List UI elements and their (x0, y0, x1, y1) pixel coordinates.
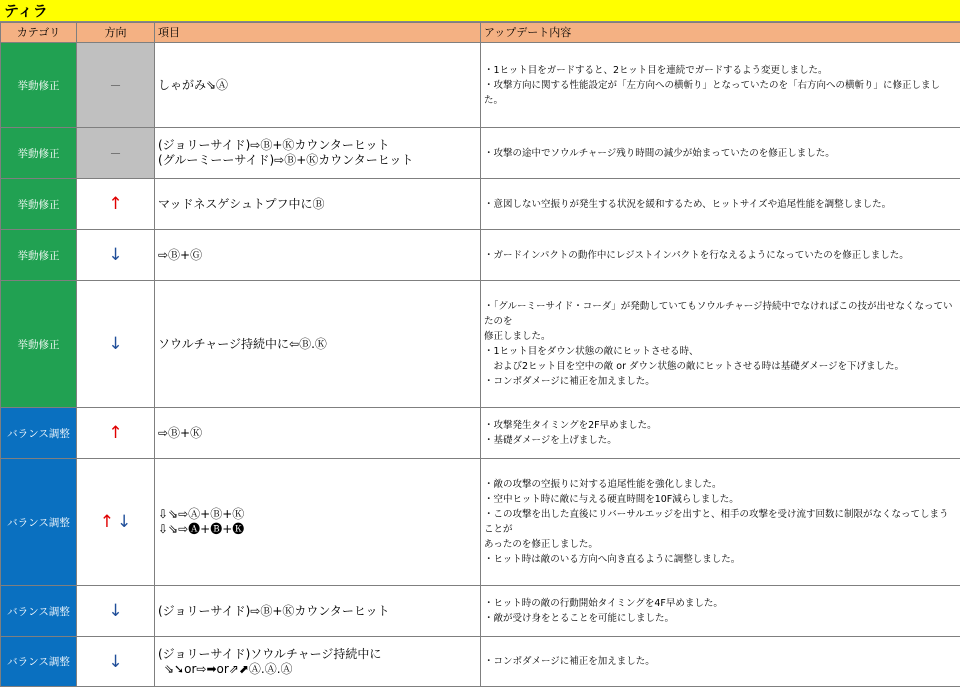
update-cell (481, 43, 960, 128)
down-arrow-icon: ↓ (108, 601, 123, 621)
down-arrow-icon: ↓ (108, 334, 123, 354)
item-cell (155, 586, 481, 637)
item-line: ⇨Ⓑ+Ⓖ (158, 247, 203, 262)
table-row (1, 179, 960, 230)
update-line: ・この攻撃を出した直後にリバーサルエッジを出すと、相手の攻撃を受け流す回数に制限がなくなってしまうことが (484, 509, 949, 535)
table-row (1, 586, 960, 637)
table-row (1, 459, 960, 586)
update-line: ・1ヒット目をガードすると、2ヒット目を連続でガードするよう変更しました。 (484, 64, 828, 76)
update-line: ・1ヒット目をダウン状態の敵にヒットさせる時、 (484, 346, 699, 357)
update-cell (481, 586, 960, 637)
table-row (1, 281, 960, 408)
item-line: ソウルチャージ持続中に⇦Ⓑ.Ⓚ (158, 336, 327, 351)
up-arrow-icon: ↑ (99, 512, 114, 532)
direction-arrows (108, 334, 122, 354)
update-line: ・「グルーミーサイド・コーダ」が発動していてもソウルチャージ持続中でなければこの技が出せなくなっていたのを (484, 301, 953, 327)
update-cell (481, 637, 960, 687)
update-cell (481, 281, 960, 408)
update-line: ・攻撃方向に関する性能設定が「左方向への横斬り」となっていたのを「右方向への横斬り」に修正しました。 (484, 79, 941, 106)
title-bar (0, 0, 960, 22)
update-line: ・空中ヒット時に敵に与える硬直時間を10F減らしました。 (484, 494, 739, 505)
direction-cell (77, 281, 155, 408)
direction-cell (77, 179, 155, 230)
item-cell (155, 43, 481, 128)
category-cell: バランス調整 (1, 459, 77, 586)
header-row (1, 23, 960, 43)
item-line: マッドネスゲシュトプフ中にⒷ (158, 196, 325, 211)
direction-cell (77, 230, 155, 281)
header-item: 項目 (155, 23, 481, 43)
header-update: アップデート内容 (481, 23, 960, 43)
item-line: (ジョリーサイド)⇨Ⓑ+Ⓚカウンターヒット (158, 603, 390, 618)
update-line: ・敵が受け身をとることを可能にしました。 (484, 613, 675, 624)
update-line: あったのを修正しました。 (484, 539, 598, 550)
category-cell: 挙動修正 (1, 281, 77, 408)
item-cell (155, 179, 481, 230)
item-line: しゃがみ⇘Ⓐ (158, 77, 229, 92)
update-cell (481, 230, 960, 281)
category-cell: 挙動修正 (1, 230, 77, 281)
item-cell (155, 281, 481, 408)
dash-icon: － (109, 146, 122, 161)
category-cell: 挙動修正 (1, 179, 77, 230)
update-line: ・コンボダメージに補正を加えました。 (484, 376, 655, 387)
item-cell (155, 459, 481, 586)
direction-arrows (108, 652, 122, 672)
update-cell (481, 408, 960, 459)
item-line: (ジョリーサイド)⇨Ⓑ+Ⓚカウンターヒット (158, 138, 390, 152)
update-line: ・コンボダメージに補正を加えました。 (484, 656, 655, 667)
update-line: ・意図しない空振りが発生する状況を緩和するため、ヒットサイズや追尾性能を調整しました。 (484, 198, 892, 210)
dash-icon: － (109, 78, 122, 93)
table-row (1, 43, 960, 128)
update-line: ・攻撃発生タイミングを2F早めました。 (484, 420, 657, 431)
up-arrow-icon: ↑ (108, 194, 123, 214)
update-line: ・基礎ダメージを上げました。 (484, 435, 617, 446)
direction-arrows (108, 194, 122, 214)
direction-arrows (108, 601, 122, 621)
direction-cell (77, 459, 155, 586)
update-line: および2ヒット目を空中の敵 or ダウン状態の敵にヒットさせる時は基礎ダメージを下げました。 (484, 361, 905, 372)
table-row (1, 128, 960, 179)
character-title: ティラ (4, 2, 48, 20)
table-row (1, 408, 960, 459)
item-cell (155, 230, 481, 281)
category-cell: バランス調整 (1, 586, 77, 637)
direction-cell (77, 408, 155, 459)
update-cell (481, 128, 960, 179)
direction-cell (77, 128, 155, 179)
category-cell: 挙動修正 (1, 128, 77, 179)
update-line: ・攻撃の途中でソウルチャージ残り時間の減少が始まっていたのを修正しました。 (484, 147, 835, 159)
item-line: ⇨Ⓑ+Ⓚ (158, 425, 203, 440)
update-line: 修正しました。 (484, 331, 551, 342)
up-arrow-icon: ↑ (108, 423, 123, 443)
item-line: ⇘➘or⇨➡or⇗⬈Ⓐ.Ⓐ.Ⓐ (164, 661, 293, 676)
direction-cell (77, 637, 155, 687)
table-row (1, 230, 960, 281)
update-line: ・ヒット時の敵の行動開始タイミングを4F早めました。 (484, 598, 723, 609)
item-cell (155, 408, 481, 459)
table-row (1, 637, 960, 687)
item-cell (155, 128, 481, 179)
header-category: カテゴリ (1, 23, 77, 43)
direction-arrows (108, 245, 122, 265)
update-line: ・ガードインパクトの動作中にレジストインパクトを行なえるようになっていたのを修正しました。 (484, 249, 909, 261)
update-cell (481, 459, 960, 586)
direction-cell (77, 586, 155, 637)
direction-cell (77, 43, 155, 128)
direction-arrows (108, 423, 122, 443)
item-line: ⇩⇘⇨🅐+🅑+🅚 (158, 522, 245, 536)
item-line: (ジョリーサイド)ソウルチャージ持続中に (158, 646, 382, 661)
update-line: ・敵の攻撃の空振りに対する追尾性能を強化しました。 (484, 479, 722, 490)
direction-arrows (100, 512, 132, 532)
item-line: (グルーミーーサイド)⇨Ⓑ+Ⓚカウンターヒット (158, 153, 414, 167)
header-direction: 方向 (77, 23, 155, 43)
update-line: ・ヒット時は敵のいる方向へ向き直るように調整しました。 (484, 554, 741, 565)
category-cell: バランス調整 (1, 408, 77, 459)
update-table (0, 22, 960, 687)
down-arrow-icon: ↓ (108, 245, 123, 265)
down-arrow-icon: ↓ (117, 512, 132, 532)
category-cell: 挙動修正 (1, 43, 77, 128)
item-cell (155, 637, 481, 687)
item-line: ⇩⇘⇨Ⓐ+Ⓑ+Ⓚ (158, 507, 245, 521)
category-cell: バランス調整 (1, 637, 77, 687)
update-cell (481, 179, 960, 230)
down-arrow-icon: ↓ (108, 651, 123, 672)
